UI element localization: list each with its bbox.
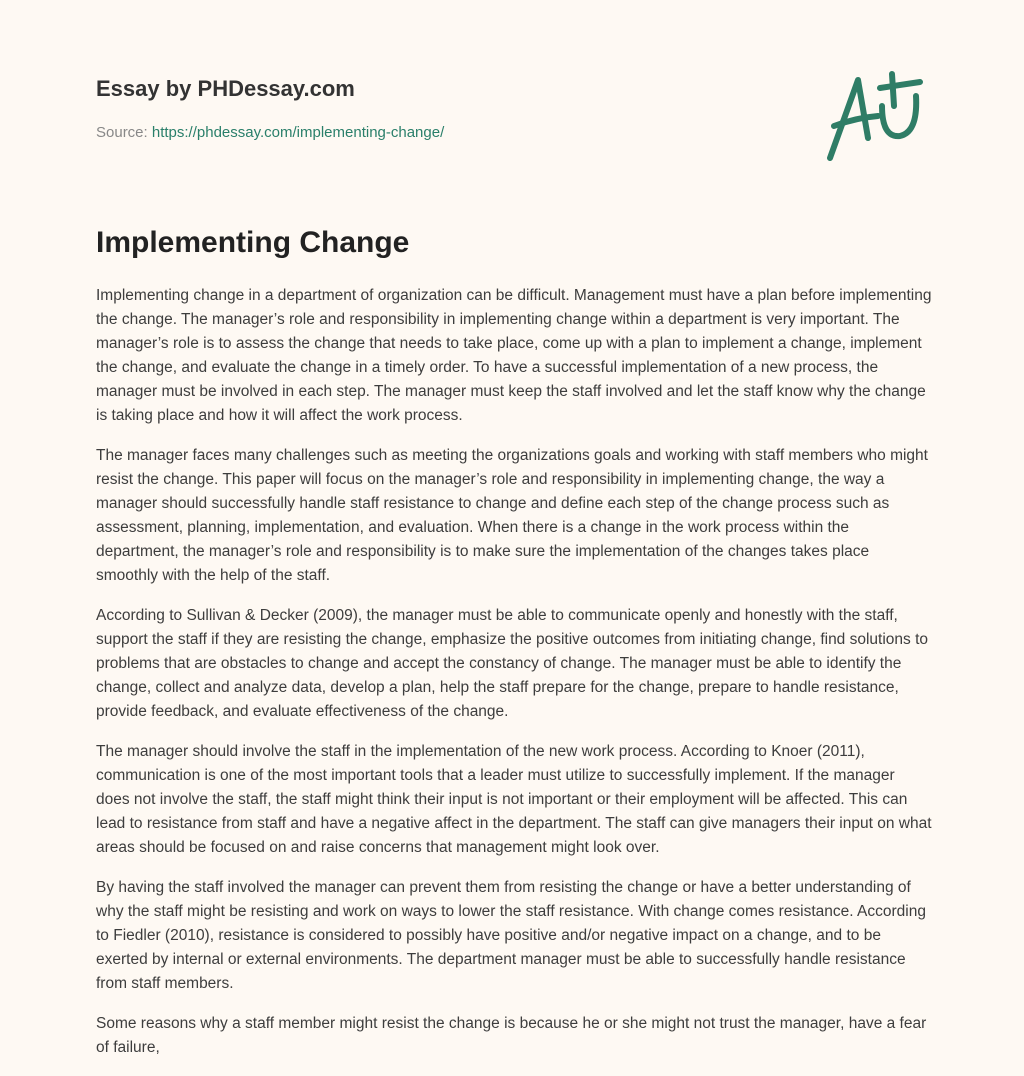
source-line	[96, 124, 444, 141]
article-title: Implementing Change	[96, 226, 410, 259]
article	[96, 226, 932, 1076]
header	[96, 76, 444, 141]
paragraph: Some reasons why a staff member might resist the change is because he or she might not trust the manager, have a fear of failure,	[96, 1015, 927, 1056]
paragraph: By having the staff involved the manager can prevent them from resisting the change or have a better understanding of why the staff might be resisting and work on ways to lower the staff resistance. With change comes resistance. According to Fiedler (2010), resistance is considered to possibly have positive and/or negative impact on a change, and to be exerted by internal or external environments. The department manager must be able to successfully handle resistance from staff members.	[96, 879, 926, 992]
source-link[interactable]: https://phdessay.com/implementing-change/	[151, 124, 445, 141]
paragraph: Implementing change in a department of organization can be difficult. Management must have a plan before implementing the change. The manager’s role and responsibility in implementing change within a department is very important. The manager’s role is to assess the change that needs to take place, come up with a plan to implement a change, implement the change, and evaluate the change in a timely order. To have a successful implementation of a new process, the manager must be involved in each step. The manager must keep the staff involved and let the staff know why the change is taking place and how it will affect the work process.	[96, 287, 932, 424]
source-label: Source:	[96, 124, 148, 141]
site-title: Essay by PHDessay.com	[96, 76, 355, 101]
a-plus-logo-icon	[820, 66, 930, 166]
paragraph: According to Sullivan & Decker (2009), the manager must be able to communicate openly and honestly with the staff, support the staff if they are resisting the change, emphasize the positive outcomes from initiating change, find solutions to problems that are obstacles to change and accept the constancy of change. The manager must be able to identify the change, collect and analyze data, develop a plan, help the staff prepare for the change, prepare to handle resistance, provide feedback, and evaluate effectiveness of the change.	[96, 607, 929, 720]
paragraph: The manager should involve the staff in the implementation of the new work process. According to Knoer (2011), communication is one of the most important tools that a leader must utilize to successfully implement. If the manager does not involve the staff, the staff might think their input is not important or their employment will be affected. This can lead to resistance from staff and have a negative affect in the department. The staff can give managers their input on what areas should be focused on and raise concerns that management might look over.	[96, 743, 932, 856]
paragraph: The manager faces many challenges such as meeting the organizations goals and working with staff members who might resist the change. This paper will focus on the manager’s role and responsibility in implementing change, the way a manager should successfully handle staff resistance to change and define each step of the change process such as assessment, planning, implementation, and evaluation. When there is a change in the work process within the department, the manager’s role and responsibility is to make sure the implementation of the changes takes place smoothly with the help of the staff.	[96, 447, 928, 584]
